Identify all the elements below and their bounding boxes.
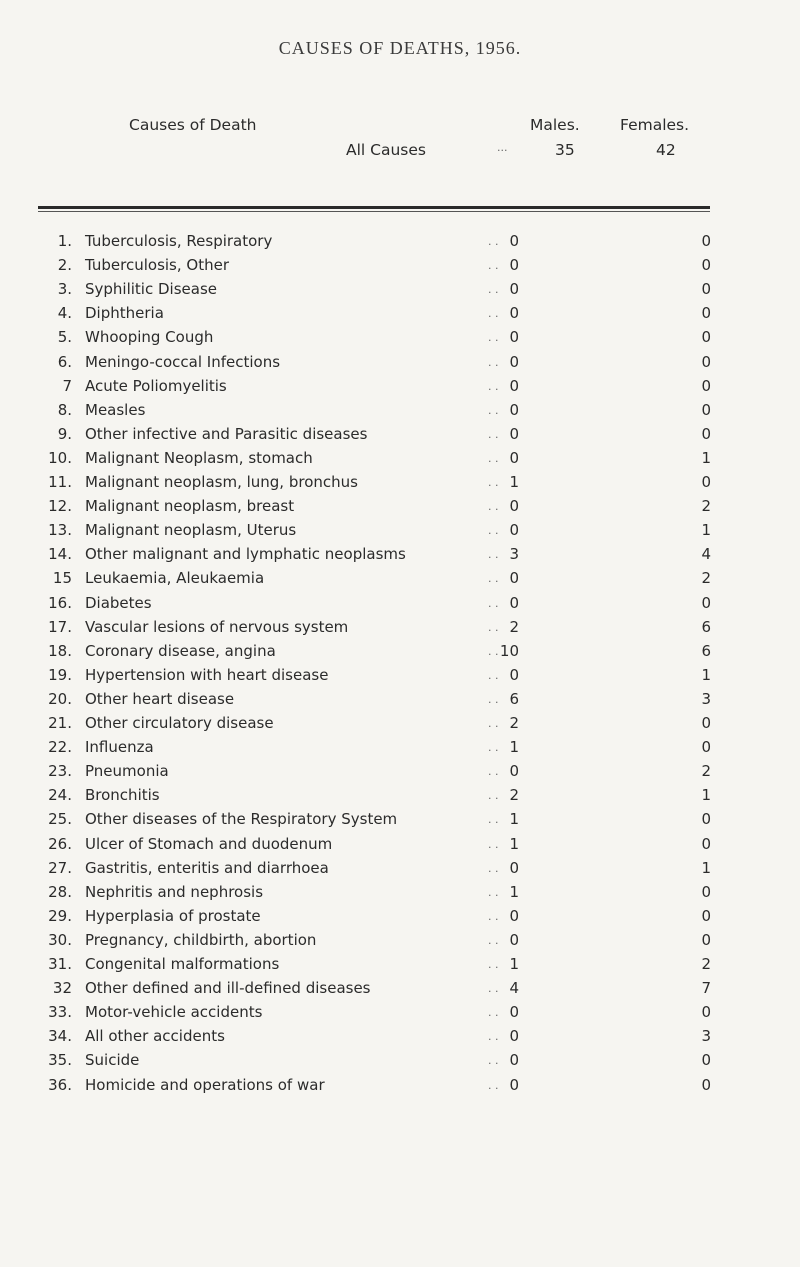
cause-name: Meningo-coccal Infections — [85, 352, 281, 371]
row-number: 16. — [48, 593, 72, 612]
males-count: 0 — [509, 593, 519, 612]
females-count: 0 — [701, 834, 711, 853]
table-row — [0, 304, 800, 328]
females-count: 7 — [701, 979, 711, 998]
leader-dots: . . — [488, 548, 499, 562]
leader-dots: . . — [488, 427, 499, 441]
table-row — [0, 1027, 800, 1051]
table-row — [0, 883, 800, 907]
all-causes-leader-dots: ... — [497, 141, 508, 154]
females-count: 2 — [701, 762, 711, 781]
table-row — [0, 618, 800, 642]
leader-dots: . . — [488, 524, 499, 538]
males-count: 0 — [509, 448, 519, 467]
cause-name: Acute Poliomyelitis — [85, 376, 227, 395]
table-row — [0, 594, 800, 618]
leader-dots: . . — [488, 789, 499, 803]
females-count: 0 — [701, 376, 711, 395]
males-count: 0 — [509, 352, 519, 371]
row-number: 24. — [48, 786, 72, 805]
females-count: 0 — [701, 1003, 711, 1022]
leader-dots: . . — [488, 982, 499, 996]
cause-name: Malignant neoplasm, breast — [85, 497, 295, 516]
table-row — [0, 907, 800, 931]
cause-name: Motor-vehicle accidents — [85, 1003, 263, 1022]
females-count: 2 — [701, 497, 711, 516]
cause-name: Malignant neoplasm, Uterus — [85, 521, 297, 540]
leader-dots: . . — [488, 933, 499, 947]
row-number: 36. — [48, 1075, 72, 1094]
females-count: 6 — [701, 641, 711, 660]
row-number: 9. — [57, 424, 72, 443]
row-number: 4. — [57, 304, 72, 323]
females-count: 0 — [701, 280, 711, 299]
males-count: 0 — [509, 521, 519, 540]
cause-name: Other circulatory disease — [85, 714, 274, 732]
leader-dots: . . — [488, 668, 499, 682]
males-count: 6 — [509, 689, 519, 708]
females-count: 2 — [701, 955, 711, 973]
cause-name: Gastritis, enteritis and diarrhoea — [85, 858, 329, 877]
cause-name: Diphtheria — [85, 304, 164, 323]
leader-dots: . . — [488, 451, 499, 465]
table-row — [0, 377, 800, 401]
females-count: 0 — [701, 424, 711, 443]
cause-name: Suicide — [85, 1051, 140, 1070]
cause-name: Syphilitic Disease — [85, 280, 217, 299]
cause-name: Homicide and operations of war — [85, 1075, 325, 1094]
females-count: 0 — [701, 810, 711, 829]
females-count: 1 — [701, 448, 711, 467]
row-number: 1. — [57, 232, 72, 250]
leader-dots: . . — [488, 813, 499, 827]
females-count: 0 — [701, 473, 711, 491]
row-number: 3. — [57, 280, 72, 299]
leader-dots: . . — [488, 500, 499, 514]
leader-dots: . . — [488, 837, 499, 851]
row-number: 34. — [48, 1027, 72, 1046]
cause-name: Measles — [85, 400, 146, 419]
females-count: 0 — [701, 232, 711, 250]
males-count: 1 — [509, 955, 519, 973]
leader-dots: . . — [488, 379, 499, 393]
table-row — [0, 979, 800, 1003]
table-row — [0, 521, 800, 545]
cause-name: Diabetes — [85, 593, 152, 612]
cause-name: Other infective and Parasitic diseases — [85, 424, 368, 443]
males-column-header: Males. — [530, 116, 580, 134]
females-count: 0 — [701, 304, 711, 323]
row-number: 10. — [48, 448, 72, 467]
cause-name: All other accidents — [85, 1027, 225, 1046]
males-count: 0 — [509, 762, 519, 781]
males-count: 1 — [509, 473, 519, 491]
males-count: 0 — [509, 569, 519, 588]
leader-dots: . . — [488, 596, 499, 610]
leader-dots: . . — [488, 1054, 499, 1068]
females-count: 1 — [701, 521, 711, 540]
leader-dots: . . — [488, 644, 499, 658]
table-row — [0, 1051, 800, 1075]
cause-name: Nephritis and nephrosis — [85, 882, 264, 901]
cause-name: Ulcer of Stomach and duodenum — [85, 834, 333, 853]
table-row — [0, 931, 800, 955]
table-row — [0, 256, 800, 280]
cause-name: Other malignant and lymphatic neoplasms — [85, 545, 406, 564]
all-causes-label: All Causes — [346, 141, 426, 159]
males-count: 0 — [509, 906, 519, 925]
row-number: 25. — [48, 810, 72, 829]
males-count: 0 — [509, 1003, 519, 1022]
leader-dots: . . — [488, 259, 499, 273]
males-count: 1 — [509, 810, 519, 829]
row-number: 27. — [48, 858, 72, 877]
cause-name: Coronary disease, angina — [85, 641, 276, 660]
females-count: 2 — [701, 569, 711, 588]
leader-dots: . . — [488, 331, 499, 345]
males-count: 0 — [509, 328, 519, 347]
row-number: 19. — [48, 665, 72, 684]
row-number: 15 — [52, 569, 72, 588]
males-count: 0 — [509, 930, 519, 949]
table-row — [0, 425, 800, 449]
row-number: 6. — [57, 352, 72, 371]
table-row — [0, 859, 800, 883]
males-count: 0 — [509, 1051, 519, 1070]
females-count: 1 — [701, 858, 711, 877]
males-count: 2 — [509, 617, 519, 636]
males-count: 0 — [509, 1027, 519, 1046]
males-count: 2 — [509, 786, 519, 805]
males-count: 0 — [509, 665, 519, 684]
table-row — [0, 642, 800, 666]
table-row — [0, 545, 800, 569]
females-count: 4 — [701, 545, 711, 564]
females-count: 1 — [701, 665, 711, 684]
row-number: 17. — [48, 617, 72, 636]
leader-dots: . . — [488, 692, 499, 706]
males-count: 0 — [509, 424, 519, 443]
females-count: 0 — [701, 714, 711, 732]
females-count: 0 — [701, 738, 711, 757]
leader-dots: . . — [488, 1078, 499, 1092]
leader-dots: . . — [488, 1006, 499, 1020]
row-number: 26. — [48, 834, 72, 853]
leader-dots: . . — [488, 307, 499, 321]
leader-dots: . . — [488, 958, 499, 971]
females-count: 3 — [701, 1027, 711, 1046]
table-row — [0, 449, 800, 473]
row-number: 20. — [48, 689, 72, 708]
females-count: 0 — [701, 1075, 711, 1094]
males-count: 0 — [509, 256, 519, 275]
males-count: 1 — [509, 882, 519, 901]
row-number: 13. — [48, 521, 72, 540]
cause-name: Other heart disease — [85, 689, 235, 708]
leader-dots: . . — [488, 741, 499, 755]
leader-dots: . . — [488, 620, 499, 634]
males-count: 0 — [509, 497, 519, 516]
cause-name: Malignant Neoplasm, stomach — [85, 448, 313, 467]
row-number: 22. — [48, 738, 72, 757]
row-number: 21. — [48, 714, 72, 732]
table-row — [0, 280, 800, 304]
males-count: 0 — [509, 304, 519, 323]
row-number: 14. — [48, 545, 72, 564]
females-count: 0 — [701, 882, 711, 901]
males-count: 0 — [509, 376, 519, 395]
row-number: 18. — [48, 641, 72, 660]
row-number: 8. — [57, 400, 72, 419]
males-count: 3 — [509, 545, 519, 564]
females-count: 0 — [701, 906, 711, 925]
row-number: 7 — [62, 376, 72, 395]
cause-name: Tuberculosis, Respiratory — [85, 232, 273, 250]
row-number: 30. — [48, 930, 72, 949]
females-count: 0 — [701, 400, 711, 419]
males-count: 0 — [509, 1075, 519, 1094]
cause-name: Leukaemia, Aleukaemia — [85, 569, 265, 588]
cause-name: Pneumonia — [85, 762, 169, 781]
cause-name: Whooping Cough — [85, 328, 214, 347]
leader-dots: . . — [488, 403, 499, 417]
cause-name: Vascular lesions of nervous system — [85, 617, 349, 636]
leader-dots: . . — [488, 235, 499, 248]
cause-name: Influenza — [85, 738, 154, 757]
cause-name: Hyperplasia of prostate — [85, 906, 261, 925]
leader-dots: . . — [488, 476, 499, 489]
males-count: 0 — [509, 280, 519, 299]
table-row — [0, 738, 800, 762]
leader-dots: . . — [488, 355, 499, 369]
table-row — [0, 1076, 800, 1100]
leader-dots: . . — [488, 572, 499, 586]
table-row — [0, 762, 800, 786]
table-row — [0, 714, 800, 738]
leader-dots: . . — [488, 283, 499, 297]
table-row — [0, 810, 800, 834]
table-row — [0, 835, 800, 859]
page-title: CAUSES OF DEATHS, 1956. — [278, 38, 522, 58]
table-row — [0, 786, 800, 810]
table-row — [0, 401, 800, 425]
cause-name: Pregnancy, childbirth, abortion — [85, 930, 317, 949]
females-count: 0 — [701, 256, 711, 275]
table-row — [0, 690, 800, 714]
row-number: 32 — [52, 979, 72, 998]
leader-dots: . . — [488, 885, 499, 899]
cause-name: Hypertension with heart disease — [85, 665, 329, 684]
cause-name: Other diseases of the Respiratory System — [85, 810, 398, 829]
males-count: 10 — [499, 641, 519, 660]
table-row — [0, 328, 800, 352]
females-count: 0 — [701, 328, 711, 347]
row-number: 12. — [48, 497, 72, 516]
females-count: 6 — [701, 617, 711, 636]
cause-name: Congenital malformations — [85, 955, 280, 973]
header-rule-thin — [38, 211, 710, 212]
causes-column-header: Causes of Death — [129, 116, 257, 134]
leader-dots: . . — [488, 861, 499, 875]
row-number: 5. — [57, 328, 72, 347]
all-causes-males-total: 35 — [555, 141, 575, 159]
cause-name: Other defined and ill-defined diseases — [85, 979, 371, 998]
table-row — [0, 955, 800, 979]
table-row — [0, 569, 800, 593]
row-number: 11. — [48, 473, 72, 491]
males-count: 1 — [509, 738, 519, 757]
females-count: 3 — [701, 689, 711, 708]
females-count: 0 — [701, 1051, 711, 1070]
cause-name: Tuberculosis, Other — [85, 256, 230, 275]
row-number: 31. — [48, 955, 72, 973]
males-count: 0 — [509, 858, 519, 877]
row-number: 33. — [48, 1003, 72, 1022]
females-count: 0 — [701, 930, 711, 949]
row-number: 35. — [48, 1051, 72, 1070]
all-causes-females-total: 42 — [656, 141, 676, 159]
table-row — [0, 232, 800, 256]
table-row — [0, 497, 800, 521]
males-count: 0 — [509, 232, 519, 250]
males-count: 0 — [509, 400, 519, 419]
males-count: 4 — [509, 979, 519, 998]
cause-name: Malignant neoplasm, lung, bronchus — [85, 473, 358, 491]
row-number: 2. — [57, 256, 72, 275]
cause-name: Bronchitis — [85, 786, 160, 805]
females-count: 1 — [701, 786, 711, 805]
table-row — [0, 1003, 800, 1027]
table-row — [0, 666, 800, 690]
leader-dots: . . — [488, 717, 499, 730]
row-number: 28. — [48, 882, 72, 901]
females-count: 0 — [701, 593, 711, 612]
row-number: 29. — [48, 906, 72, 925]
females-count: 0 — [701, 352, 711, 371]
leader-dots: . . — [488, 909, 499, 923]
females-column-header: Females. — [620, 116, 690, 134]
males-count: 2 — [509, 714, 519, 732]
row-number: 23. — [48, 762, 72, 781]
table-row — [0, 473, 800, 497]
males-count: 1 — [509, 834, 519, 853]
table-row — [0, 353, 800, 377]
leader-dots: . . — [488, 1030, 499, 1044]
leader-dots: . . — [488, 765, 499, 779]
header-rule — [38, 206, 710, 209]
